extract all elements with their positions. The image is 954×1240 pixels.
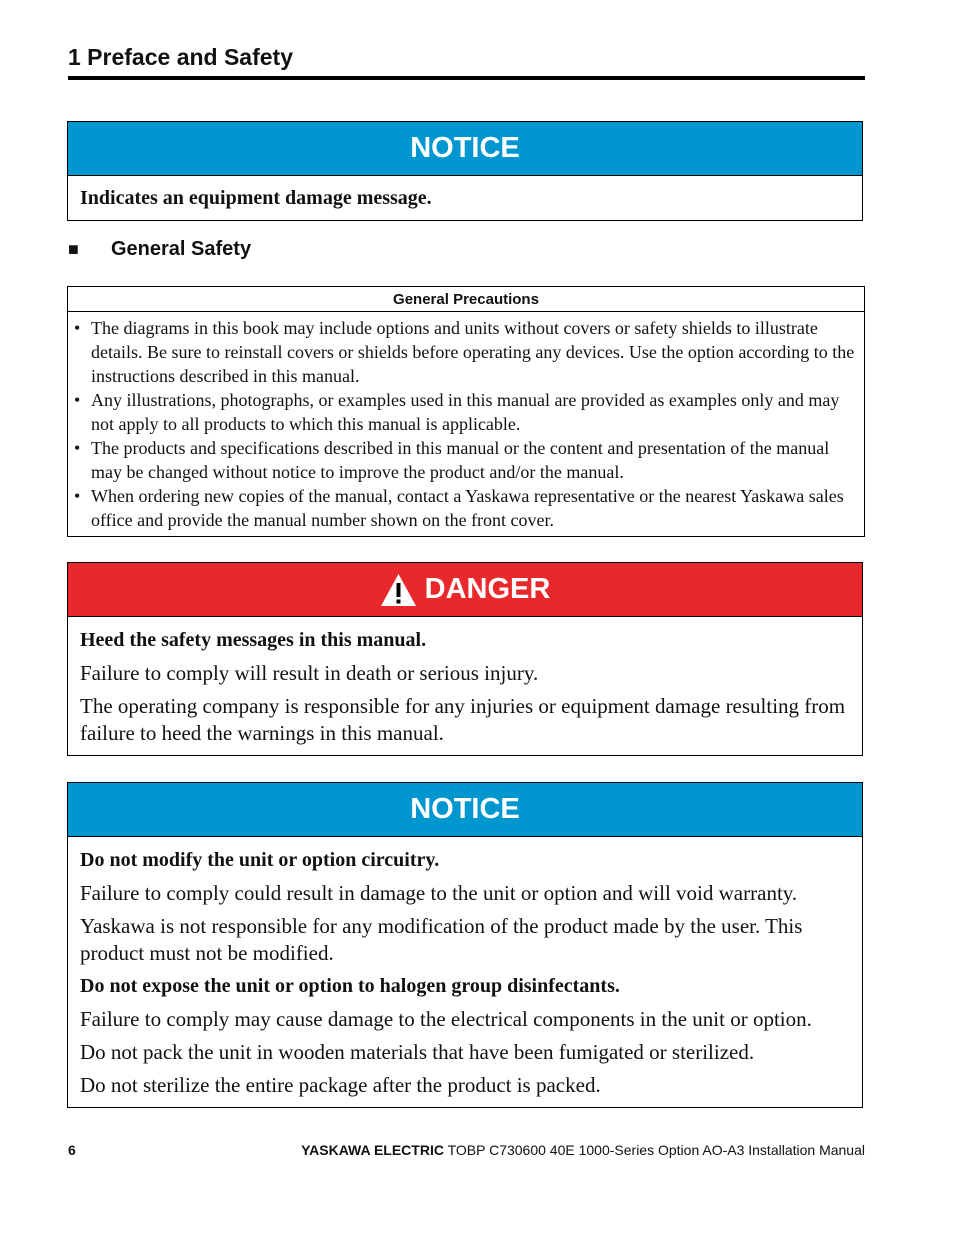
- danger-label: DANGER: [424, 573, 551, 605]
- danger-heading: Heed the safety messages in this manual.: [80, 629, 427, 651]
- precautions-title: General Precautions: [68, 287, 864, 312]
- notice-heading: Do not expose the unit or option to halogen group disinfectants.: [80, 975, 620, 997]
- section-header: 1 Preface and Safety: [68, 44, 865, 80]
- notice-text: Do not sterilize the entire package after the product is packed.: [80, 1073, 601, 1097]
- general-safety-header: [68, 238, 251, 261]
- footer-doc-title: TOBP C730600 40E 1000-Series Option AO-A3 Installation Manual: [443, 1142, 865, 1158]
- general-safety-title: General Safety: [111, 238, 252, 260]
- notice-text: Yaskawa is not responsible for any modification of the product made by the user. This product must not be modified.: [80, 914, 803, 965]
- page-footer: [68, 1142, 865, 1158]
- notice-text: Failure to comply could result in damage to the unit or option and will void warranty.: [80, 881, 798, 905]
- list-item: • The diagrams in this book may include options and units without covers or safety shields to illustrate details. Be sure to reinstall covers or shields before operating any devices. Use the option according to the instructions described in this manual.: [74, 318, 855, 386]
- page-number: 6: [68, 1142, 76, 1158]
- notice-box-2: [67, 782, 863, 1108]
- notice-label: NOTICE: [68, 122, 862, 176]
- danger-bar: [68, 563, 862, 617]
- notice-box-1: [67, 121, 863, 221]
- notice-text: Indicates an equipment damage message.: [80, 187, 432, 209]
- notice-text: Failure to comply may cause damage to the electrical components in the unit or option.: [80, 1007, 812, 1031]
- danger-text: The operating company is responsible for any injuries or equipment damage resulting from failure to heed the warnings in this manual.: [80, 694, 846, 745]
- list-item: • The products and specifications described in this manual or the content and presentation of the manual may be changed without notice to improve the product and/or the manual.: [74, 438, 830, 482]
- danger-text: Failure to comply will result in death or serious injury.: [80, 661, 539, 685]
- square-bullet-icon: ■: [68, 239, 79, 259]
- footer-doc-info: [301, 1142, 865, 1158]
- precautions-list: [68, 312, 864, 536]
- notice-label: NOTICE: [68, 783, 862, 837]
- general-precautions-box: [67, 286, 865, 537]
- list-item: • Any illustrations, photographs, or examples used in this manual are provided as examples only and may not apply to all products to which this manual is applicable.: [74, 390, 840, 434]
- notice-heading: Do not modify the unit or option circuitry.: [80, 849, 440, 871]
- danger-box: [67, 562, 863, 756]
- notice-text: Do not pack the unit in wooden materials that have been fumigated or sterilized.: [80, 1040, 755, 1064]
- warning-triangle-icon: [380, 573, 417, 607]
- list-item: • When ordering new copies of the manual, contact a Yaskawa representative or the nearest Yaskawa sales office and provide the manual number shown on the front cover.: [74, 486, 844, 530]
- footer-brand: YASKAWA ELECTRIC: [301, 1142, 444, 1158]
